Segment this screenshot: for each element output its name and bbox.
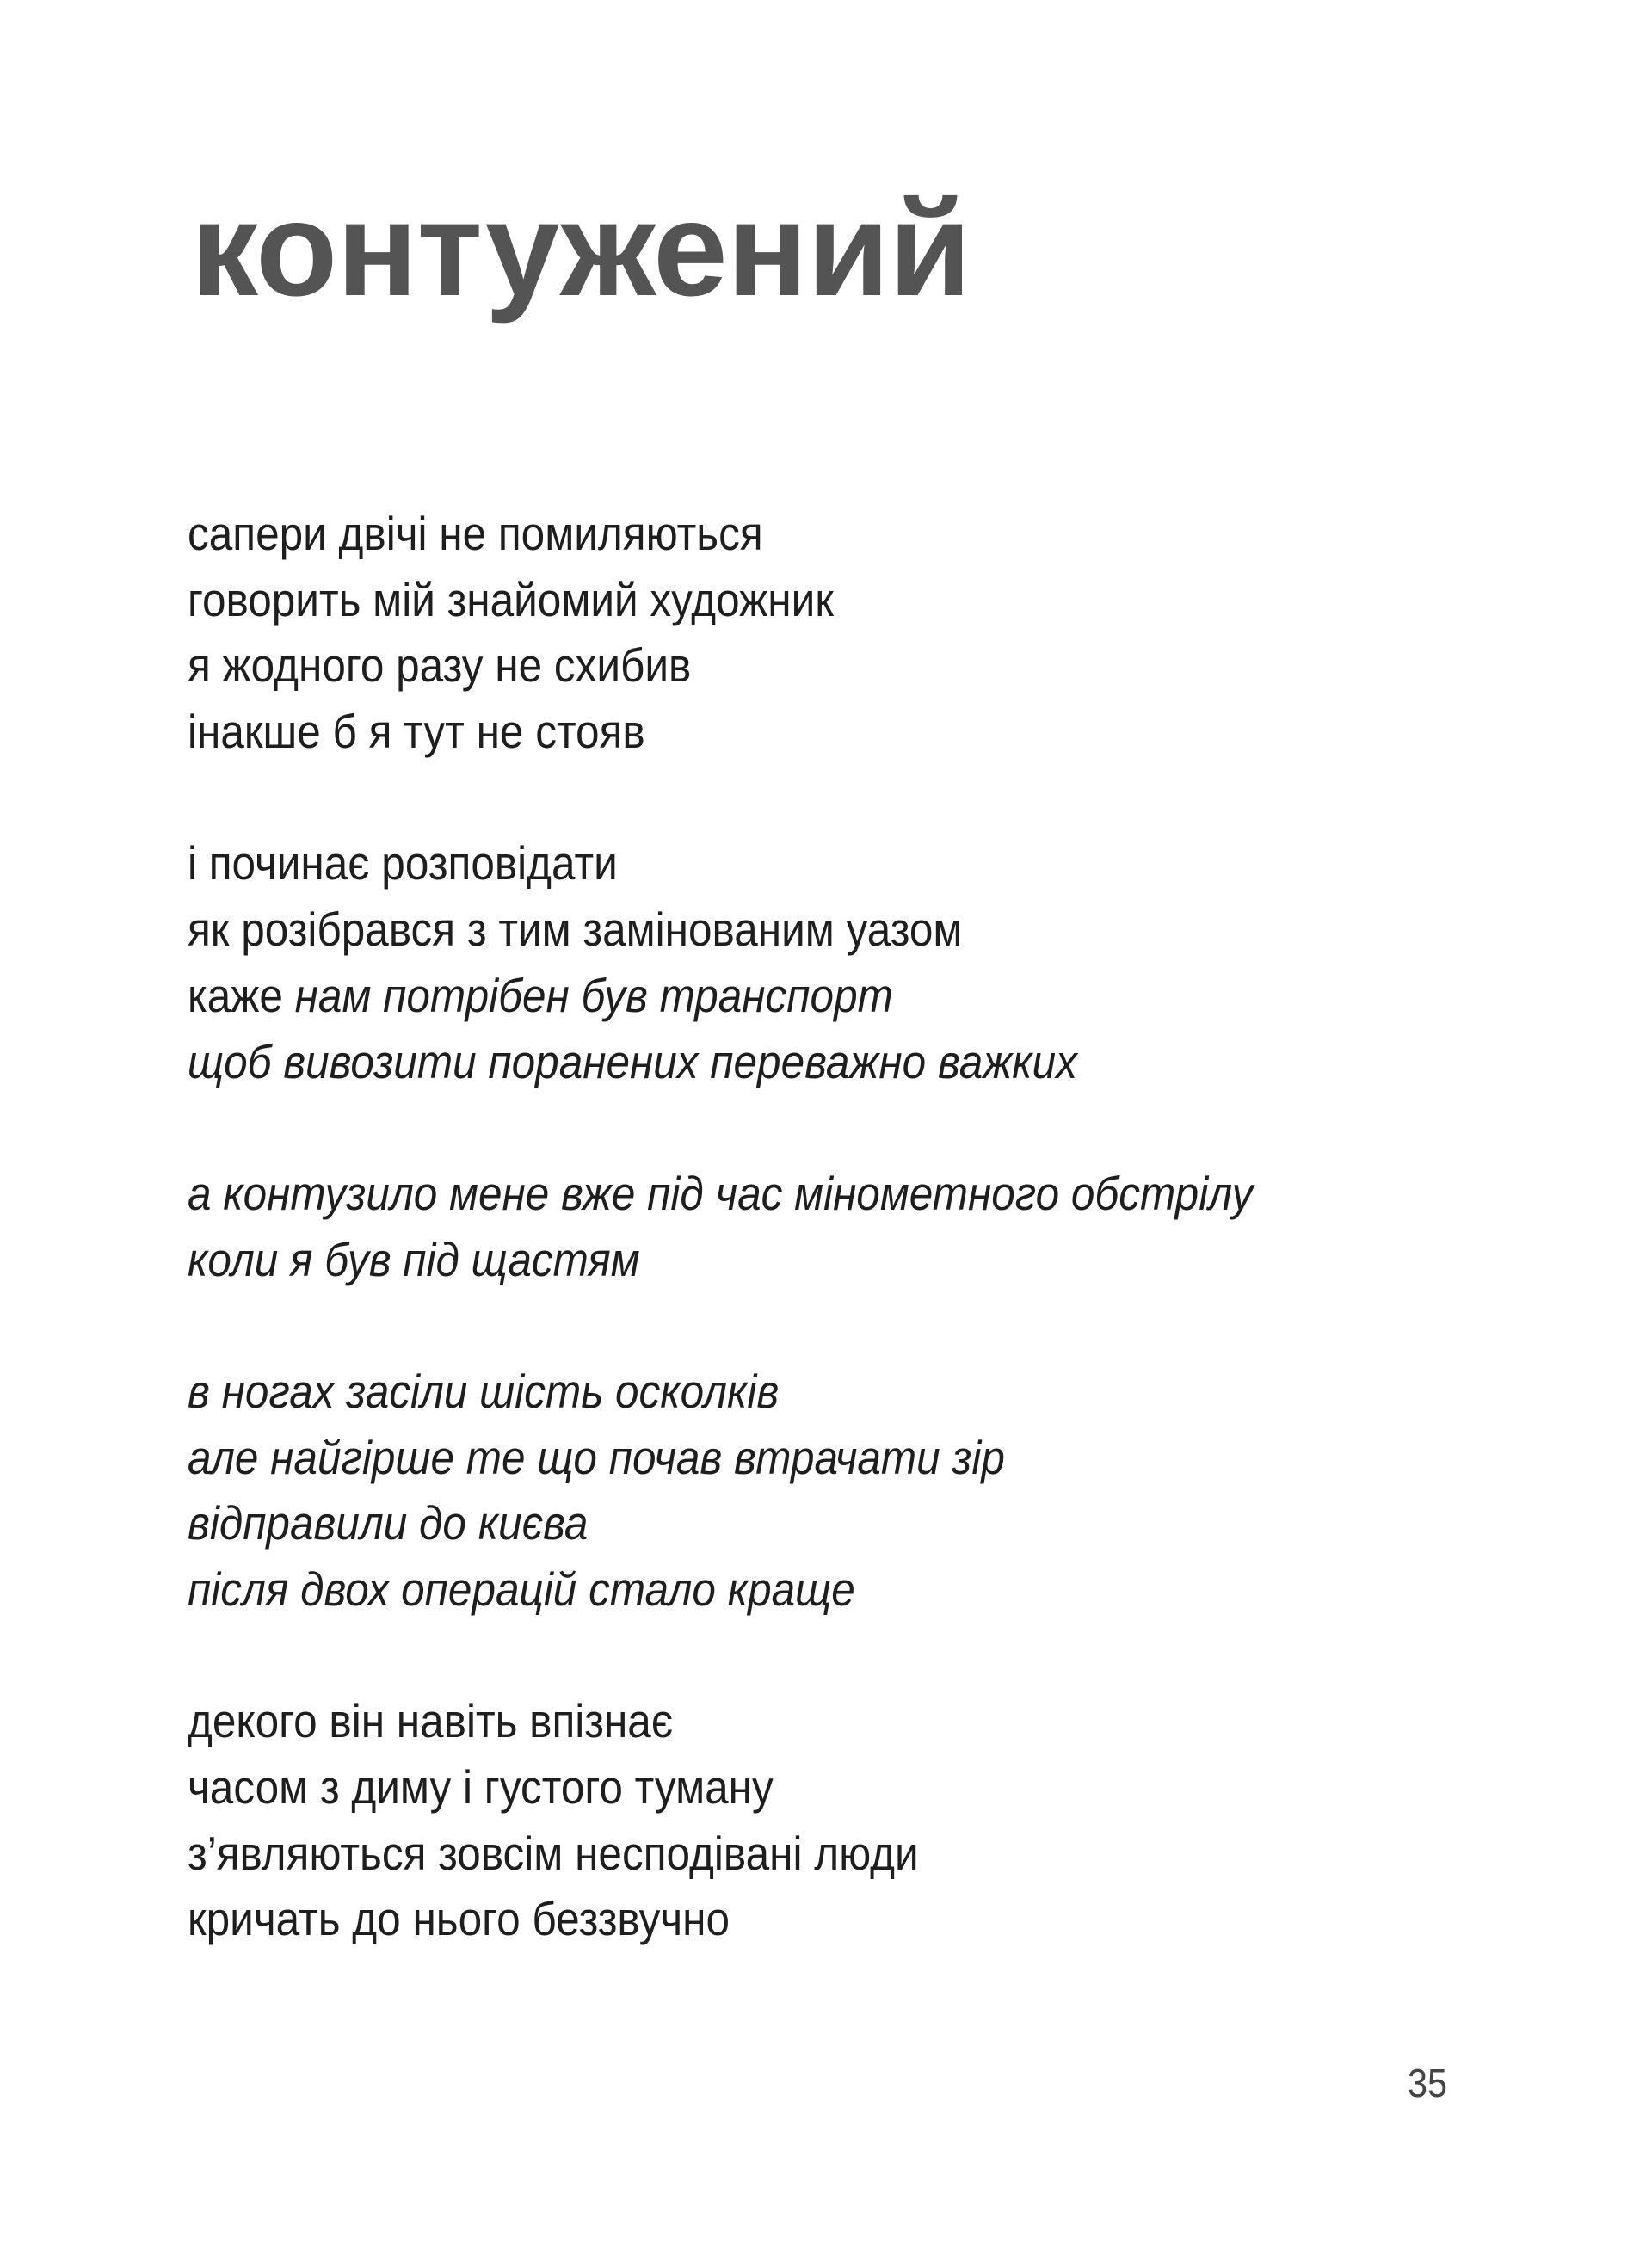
poem-line [188, 963, 1253, 1029]
poem-body [188, 501, 1253, 1952]
line-text: каже [188, 968, 295, 1022]
poem-line [188, 1821, 1253, 1887]
poem-line [188, 897, 1253, 963]
stanza-1 [188, 501, 1253, 765]
line-text-italic: щоб вивозити поранених переважно важких [188, 1034, 1077, 1088]
line-text-italic: нам потрібен був транспорт [294, 968, 893, 1022]
poem-line [188, 1359, 1253, 1425]
poem-line [188, 1227, 1253, 1293]
poem-line [188, 1688, 1253, 1754]
line-text: з’являються зовсім несподівані люди [188, 1826, 919, 1880]
stanza-5 [188, 1688, 1253, 1952]
page-number: 35 [1408, 2061, 1448, 2105]
line-text: говорить мій знайомий художник [188, 572, 834, 626]
line-text: і починає розповідати [188, 836, 618, 890]
line-text-italic: відправили до києва [188, 1496, 589, 1550]
stanza-2 [188, 830, 1253, 1094]
line-text: інакше б я тут не стояв [188, 705, 645, 759]
line-text-italic: але найгірше те що почав втрачати зір [188, 1430, 1005, 1484]
line-text: я жодного разу не схибив [188, 638, 692, 693]
poem-line [188, 699, 1253, 765]
stanza-4 [188, 1359, 1253, 1623]
line-text: сапери двічі не помиляються [188, 507, 763, 560]
line-text-italic: в ногах засіли шість осколків [188, 1364, 780, 1418]
poem-line [188, 501, 1253, 567]
stanza-3 [188, 1161, 1253, 1292]
poem-line [188, 1490, 1253, 1556]
line-text: як розібрався з тим замінованим уазом [188, 903, 963, 957]
poem-line [188, 830, 1253, 897]
poem-line [188, 1161, 1253, 1227]
poem-title: контужений [191, 175, 971, 324]
poem-line [188, 1556, 1253, 1623]
line-text: часом з диму і густого туману [188, 1760, 774, 1815]
poem-line [188, 1886, 1253, 1952]
poem-line [188, 1425, 1253, 1491]
line-text: декого він навіть впізнає [188, 1694, 674, 1748]
poem-line [188, 632, 1253, 699]
line-text-italic: а контузило мене вже під час мінометного обстрілу [188, 1166, 1254, 1220]
line-text-italic: після двох операцій стало краще [188, 1562, 855, 1616]
poem-line [188, 567, 1253, 633]
poem-line [188, 1754, 1253, 1821]
line-text-italic: коли я був під щастям [188, 1232, 640, 1286]
poem-line [188, 1029, 1253, 1095]
line-text: кричать до нього беззвучно [188, 1892, 730, 1946]
